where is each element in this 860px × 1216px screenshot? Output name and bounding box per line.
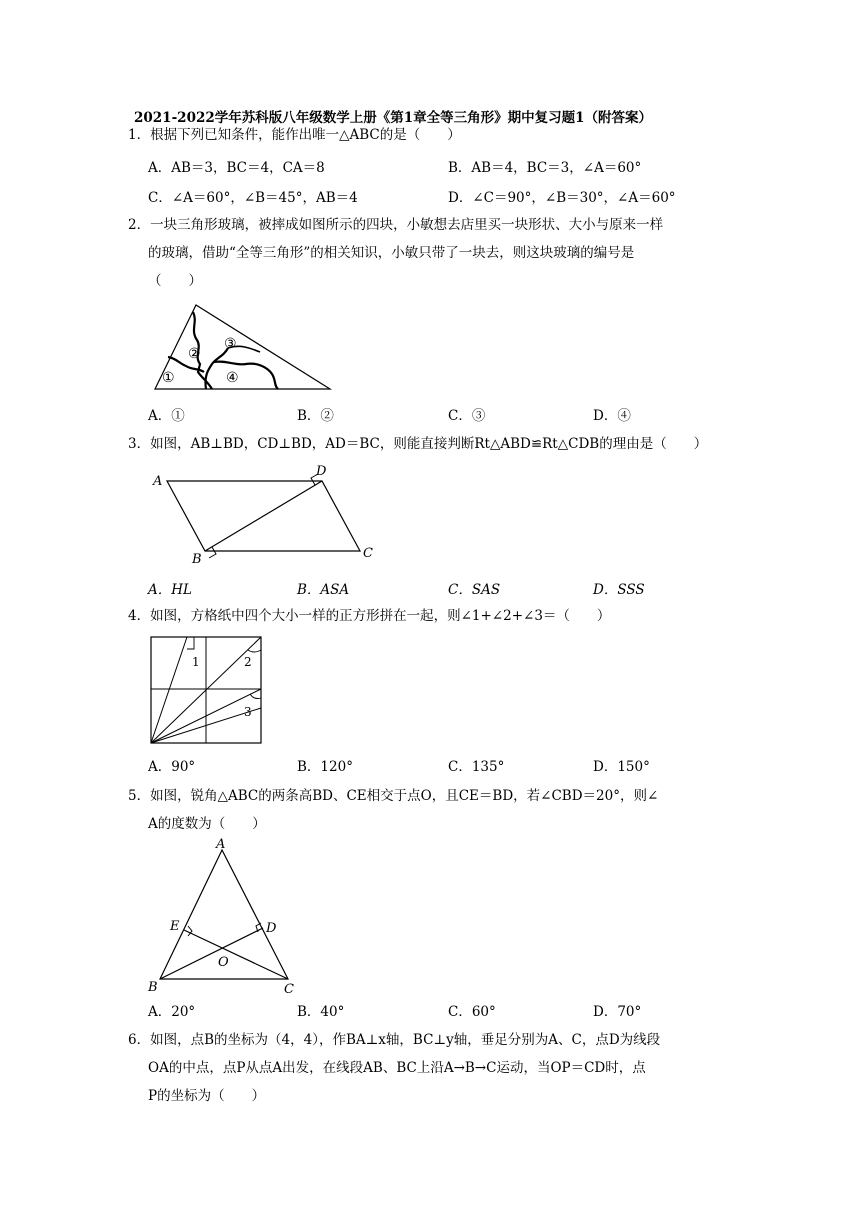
altitude-bd [160, 928, 263, 979]
piece-label-3: ③ [224, 336, 237, 352]
ray-1 [151, 637, 187, 743]
parallelogram-figure [150, 462, 380, 567]
vertex-label-a: A [153, 474, 163, 489]
vertex-label-a-q5: A [216, 837, 226, 852]
q1-option-c: C．∠A＝60°，∠B＝45°，AB＝4 [148, 190, 358, 206]
question-1-stem: 1．根据下列已知条件，能作出唯一△ABC的是（ ） [128, 127, 461, 143]
right-angle-e [188, 926, 192, 936]
question-6-line-3: P的坐标为（ ） [148, 1088, 266, 1104]
angle-arc-3 [250, 694, 261, 699]
q4-option-a: A．90° [148, 759, 196, 775]
question-6-line-1: 6．如图，点B的坐标为（4，4），作BA⊥x轴，BC⊥y轴，垂足分别为A、C，点D为线段 [128, 1032, 661, 1048]
diagonal-bd [205, 481, 322, 551]
q2-option-b: B．② [297, 408, 334, 424]
piece-label-4: ④ [226, 370, 239, 386]
vertex-label-d: D [316, 464, 327, 479]
vertex-label-b-q5: B [148, 980, 158, 995]
vertex-label-e: E [170, 919, 180, 934]
question-2-line-2: 的玻璃，借助“全等三角形”的相关知识，小敏只带了一块去，则这块玻璃的编号是 [148, 245, 635, 261]
question-3-stem: 3．如图，AB⊥BD，CD⊥BD，AD＝BC，则能直接判断Rt△ABD≌Rt△CDB的理由是（ ） [128, 436, 708, 452]
crack-4 [214, 362, 278, 389]
grid-angle-figure [150, 636, 265, 746]
q3-option-b: B．ASA [297, 582, 350, 598]
vertex-label-d-q5: D [266, 921, 277, 936]
q2-option-d: D．④ [593, 408, 631, 424]
question-2-line-1: 2．一块三角形玻璃，被摔成如图所示的四块，小敏想去店里买一块形状、大小与原来一样 [128, 217, 664, 233]
angle-arc-2 [248, 650, 261, 652]
q3-option-a: A．HL [148, 582, 192, 598]
q1-option-d: D．∠C＝90°，∠B＝30°，∠A＝60° [448, 190, 676, 206]
question-4-stem: 4．如图，方格纸中四个大小一样的正方形拼在一起，则∠1+∠2+∠3＝（ ） [128, 608, 611, 624]
q3-option-c: C．SAS [448, 582, 501, 598]
vertex-label-b: B [192, 552, 202, 567]
angle-arc-1 [187, 637, 194, 649]
q5-option-a: A．20° [148, 1004, 196, 1020]
page-title: 2021-2022学年苏科版八年级数学上册《第1章全等三角形》期中复习题1（附答案） [134, 110, 653, 126]
q3-option-d: D．SSS [593, 582, 645, 598]
q5-option-b: B．40° [297, 1004, 345, 1020]
q5-option-c: C．60° [448, 1004, 496, 1020]
q1-option-b: B．AB＝4，BC＝3，∠A＝60° [448, 160, 642, 176]
acute-triangle-figure [146, 837, 306, 997]
q2-option-c: C．③ [448, 408, 486, 424]
piece-label-2: ② [188, 346, 201, 362]
vertex-label-c-q5: C [284, 982, 294, 997]
intersection-label-o: O [218, 955, 229, 970]
question-5-line-2: A的度数为（ ） [148, 816, 266, 832]
question-5-line-1: 5．如图，锐角△ABC的两条高BD、CE相交于点O，且CE＝BD，若∠CBD＝20°，则∠ [128, 788, 659, 804]
question-2-line-3: （ ） [148, 273, 202, 289]
angle-label-2: 2 [244, 655, 252, 669]
q2-option-a: A．① [148, 408, 185, 424]
angle-label-1: 1 [192, 655, 200, 669]
vertex-label-c: C [363, 546, 373, 561]
altitude-ce [184, 930, 288, 979]
angle-label-3: 3 [244, 705, 252, 719]
q4-option-d: D．150° [593, 759, 650, 775]
q5-option-d: D．70° [593, 1004, 642, 1020]
q4-option-c: C．135° [448, 759, 505, 775]
question-6-line-2: OA的中点，点P从点A出发，在线段AB、BC上沿A→B→C运动，当OP＝CD时，点 [148, 1060, 646, 1076]
q4-option-b: B．120° [297, 759, 353, 775]
q1-option-a: A．AB＝3，BC＝4，CA＝8 [148, 160, 325, 176]
piece-label-1: ① [162, 370, 175, 386]
broken-glass-figure [150, 300, 335, 395]
